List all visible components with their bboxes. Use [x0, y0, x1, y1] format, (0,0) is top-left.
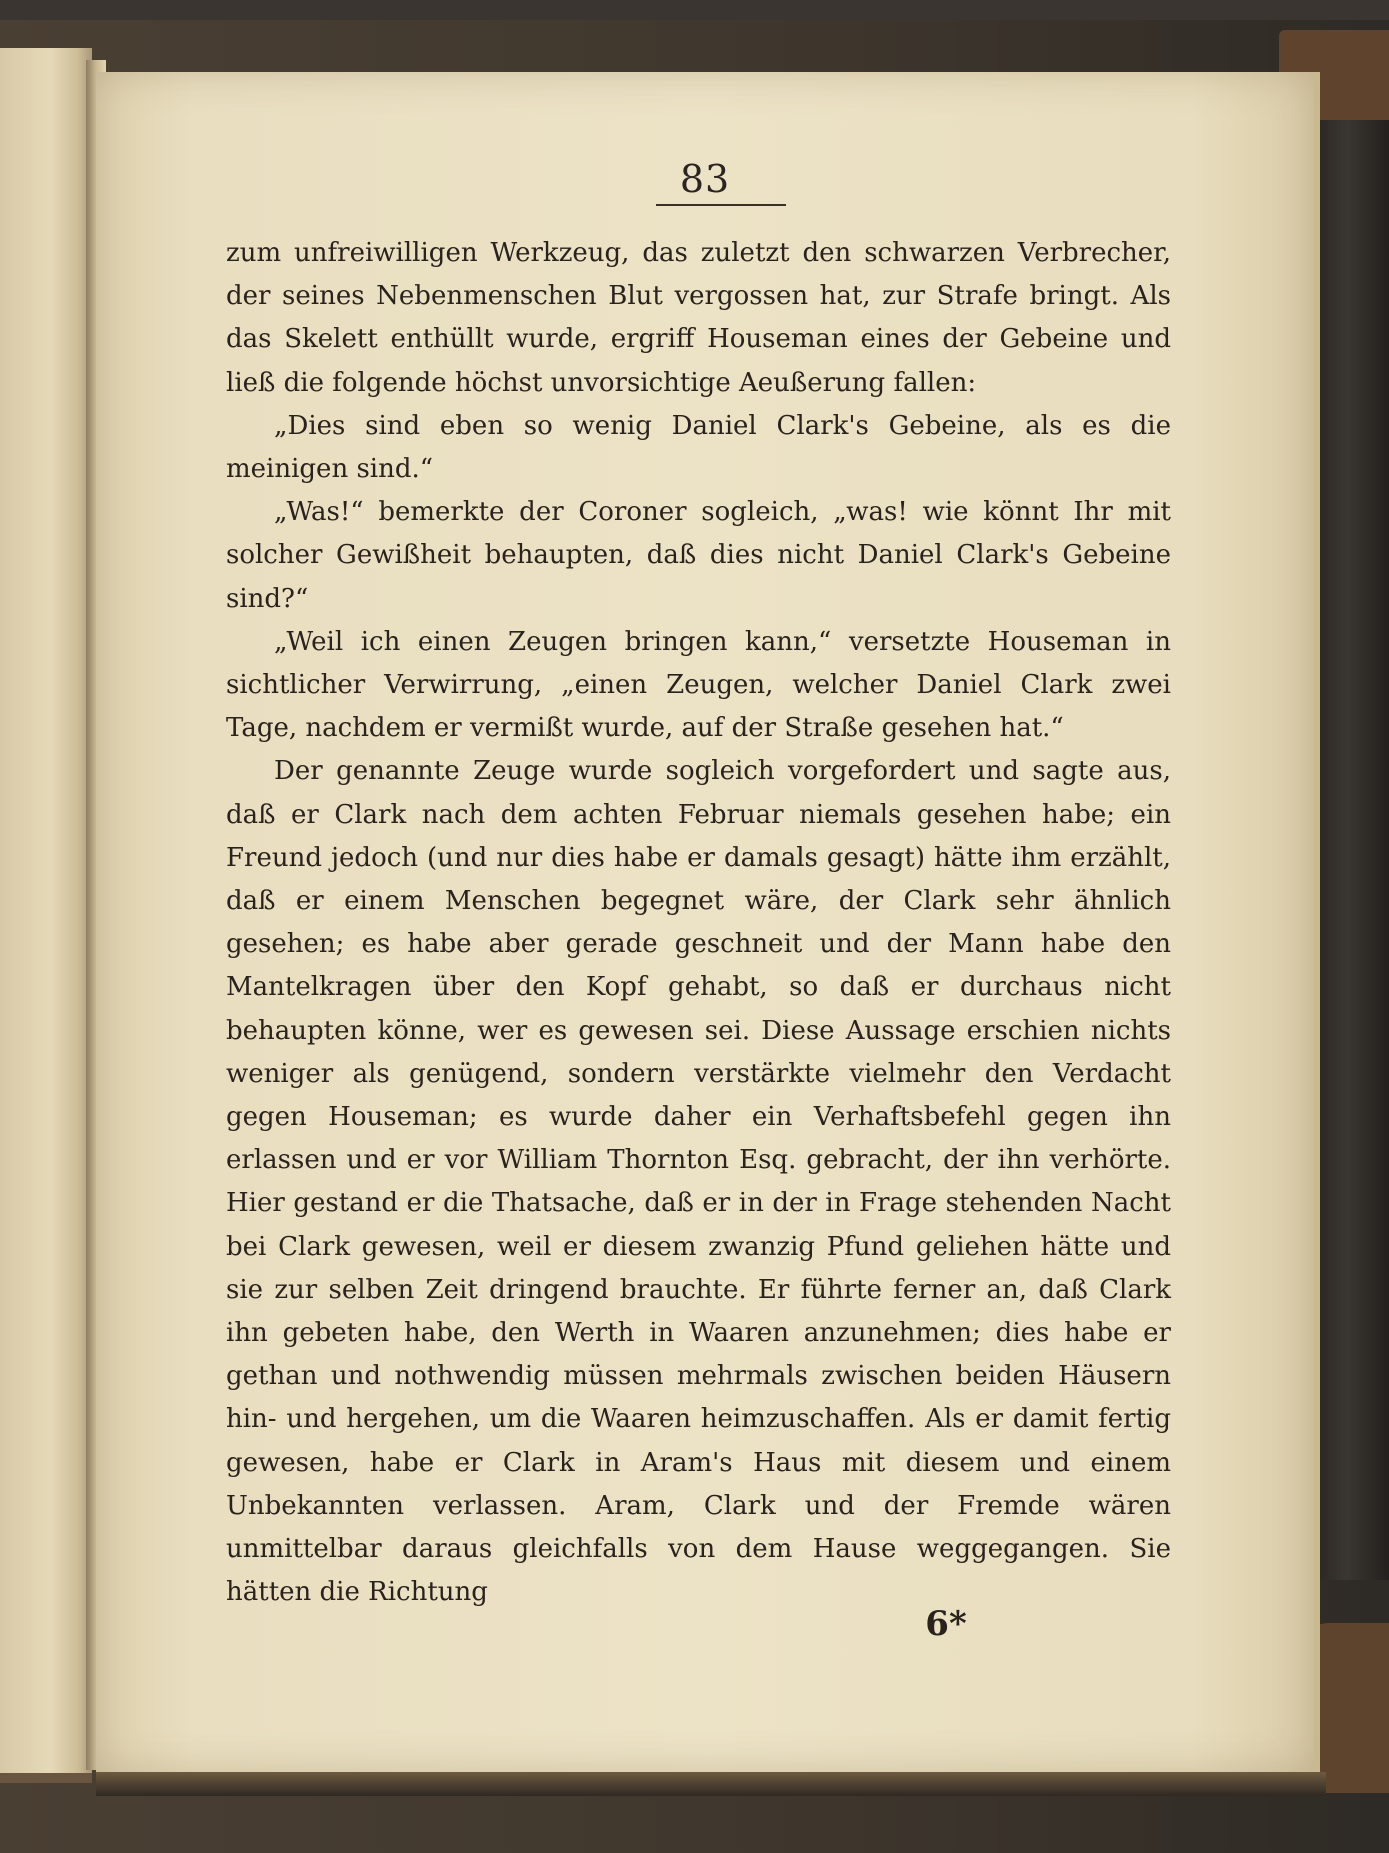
paragraph: „Was!“ bemerkte der Coroner sogleich, „was! wie könnt Ihr mit solcher Gewißheit behaupten, daß dies nicht Daniel Clark's Gebeine sind?“ [226, 497, 1171, 614]
signature-mark: 6* [925, 1604, 967, 1644]
paragraph: Der genannte Zeuge wurde sogleich vorgefordert und sagte aus, daß er Clark nach dem achten Februar niemals gesehen habe; ein Freund jedoch (und nur dies habe er damals gesagt) hätte ihm erzählt, daß er einem Menschen begegnet wäre, der Clark sehr ähnlich gesehen; es habe aber gerade geschneit und der Mann habe den Mantelkragen über den Kopf gehabt, so daß er durchaus nicht behaupten könne, wer es gewesen sei. Diese Aussage erschien nichts weniger als genügend, sondern verstärkte vielmehr den Verdacht gegen Houseman; es wurde daher ein Verhaftsbefehl gegen ihn erlassen und er vor William Thornton Esq. gebracht, der ihn verhörte. Hier gestand er die Thatsache, daß er in der in Frage stehenden Nacht bei Clark gewesen, weil er diesem zwanzig Pfund geliehen hätte und sie zur selben Zeit dringend brauchte. Er führte ferner an, daß Clark ihn gebeten habe, den Werth in Waaren anzunehmen; dies habe er gethan und nothwendig müssen mehrmals zwischen beiden Häusern hin- und hergehen, um die Waaren heimzuschaffen. Als er damit fertig gewesen, habe er Clark in Aram's Haus mit diesem und einem Unbekannten verlassen. Aram, Clark und der Fremde wären unmittelbar daraus gleichfalls von dem Hause weggegangen. Sie hätten die Richtung [226, 756, 1171, 1608]
page-number: 83 [679, 157, 731, 201]
page-text [226, 232, 1171, 1615]
cover-edge [1319, 120, 1389, 1580]
paragraph: „Dies sind eben so wenig Daniel Clark's Gebeine, als es die meinigen sind.“ [226, 410, 1171, 485]
book-page [96, 72, 1320, 1772]
paragraph: zum unfreiwilligen Werkzeug, das zuletzt den schwarzen Verbrecher, der seines Nebenmenschen Blut vergossen hat, zur Strafe bringt. Als das Skelett enthüllt wurde, ergriff Houseman eines der Gebeine und ließ die folgende höchst unvorsichtige Aeußerung fallen: [226, 238, 1171, 398]
page-bottom-edge [96, 1772, 1326, 1796]
paragraph: „Weil ich einen Zeugen bringen kann,“ versetzte Houseman in sichtlicher Verwirrung, „einen Zeugen, welcher Daniel Clark zwei Tage, nachdem er vermißt wurde, auf der Straße gesehen hat.“ [226, 626, 1171, 744]
header-rule [656, 204, 786, 206]
left-page-edge [0, 48, 92, 1783]
